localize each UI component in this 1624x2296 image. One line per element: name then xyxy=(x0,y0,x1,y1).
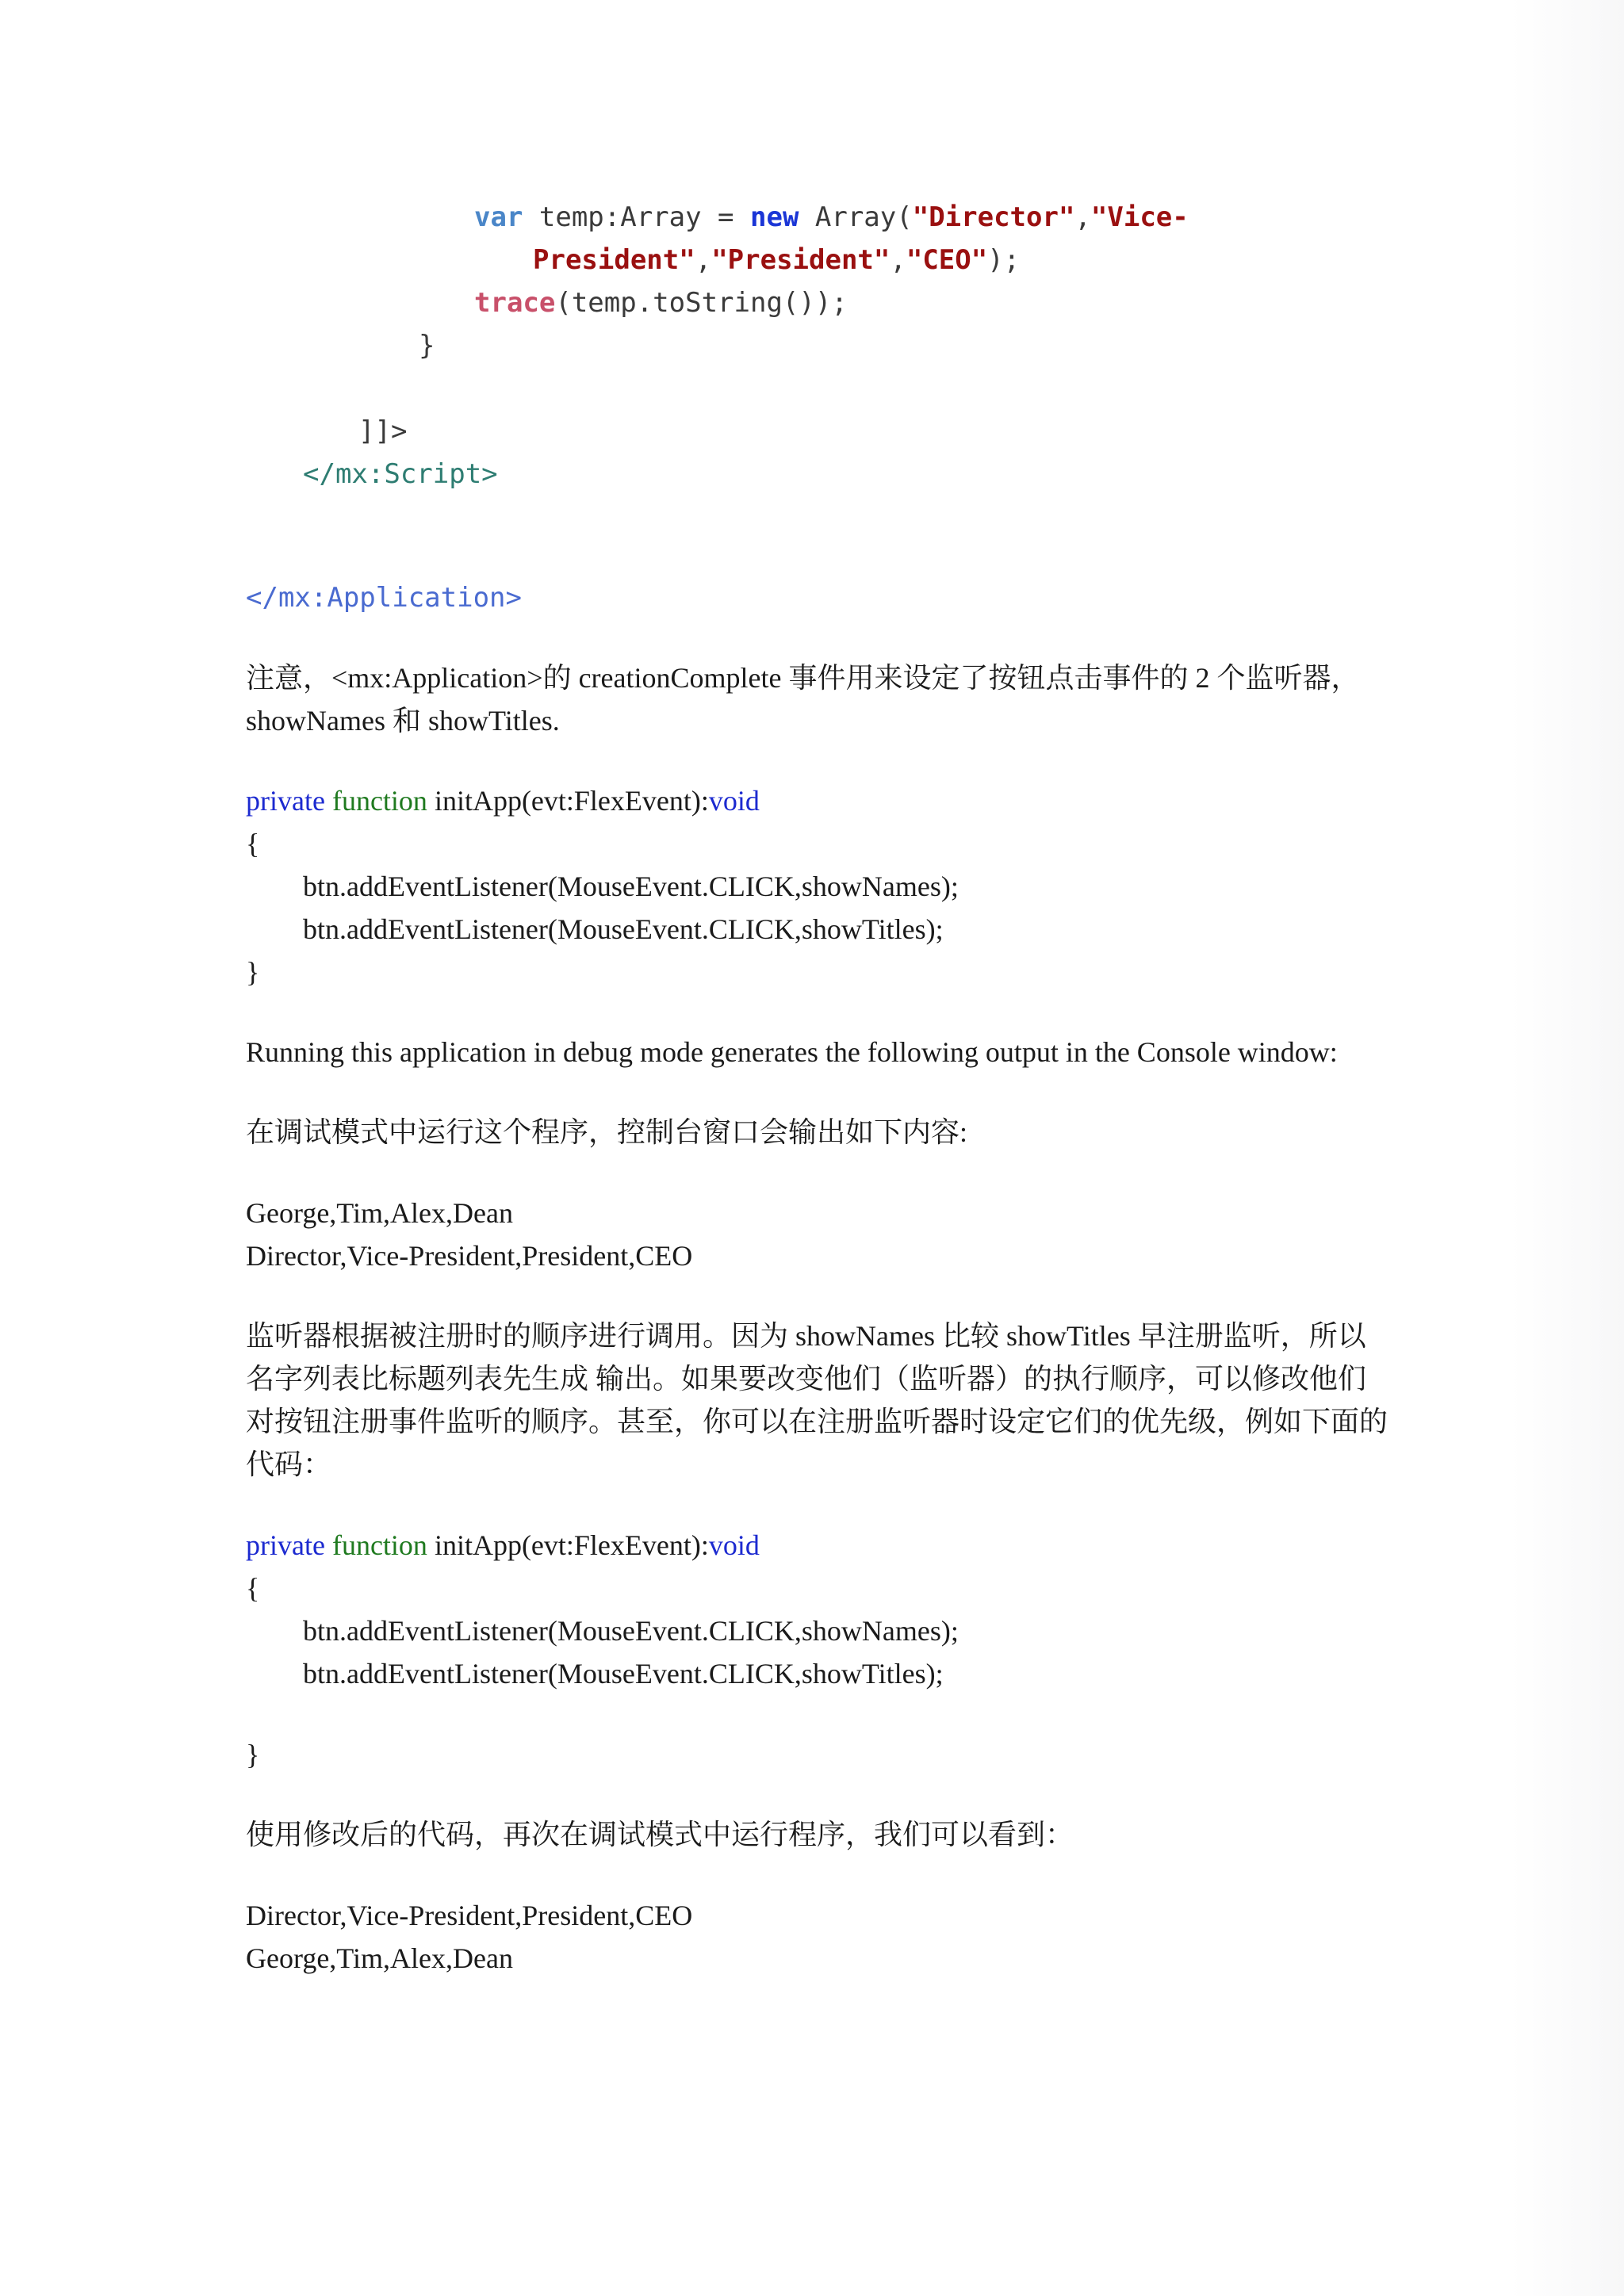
string-literal: "President" xyxy=(711,244,891,276)
paragraph-order-line2: 名字列表比标题列表先生成 输出。如果要改变他们（监听器）的执行顺序，可以修改他们 xyxy=(246,1363,1367,1395)
code-text: ); xyxy=(987,244,1021,276)
keyword-var: var xyxy=(474,201,523,233)
code-text: initApp(evt:FlexEvent): xyxy=(427,785,709,817)
keyword-void: void xyxy=(708,1529,760,1561)
paragraph-running-english: Running this application in debug mode generates the following output in the Console window: xyxy=(246,1036,1338,1068)
code-block-2-signature xyxy=(246,1524,760,1567)
keyword-trace: trace xyxy=(474,287,556,319)
code-line-trace xyxy=(474,281,848,324)
paragraph-running-chinese: 在调试模式中运行这个程序，控制台窗口会输出如下内容: xyxy=(246,1116,968,1148)
code-application-close-tag: </mx:Application> xyxy=(246,582,522,614)
code-script-close-tag: </mx:Script> xyxy=(303,458,498,490)
output-1-line1: George,Tim,Alex,Dean xyxy=(246,1197,513,1229)
code-line-array-cont xyxy=(533,239,1020,281)
string-literal: "Director" xyxy=(912,201,1075,233)
code-brace-close: } xyxy=(419,330,435,362)
code-block-1-stmt2: btn.addEventListener(MouseEvent.CLICK,showTitles); xyxy=(303,913,944,945)
paragraph-modified: 使用修改后的代码，再次在调试模式中运行程序，我们可以看到： xyxy=(246,1819,1074,1850)
output-2-line1: Director,Vice-President,President,CEO xyxy=(246,1900,693,1931)
keyword-new: new xyxy=(750,201,799,233)
keyword-function: function xyxy=(331,1529,427,1561)
string-literal: "Vice- xyxy=(1090,201,1189,233)
paragraph-note-line2: showNames 和 showTitles. xyxy=(246,705,560,737)
paragraph-order-line4: 代码： xyxy=(246,1448,332,1480)
code-text: temp:Array = xyxy=(523,201,750,233)
paragraph-note-line1: 注意，<mx:Application>的 creationComplete 事件用来设定了按钮点击事件的 2 个监听器， xyxy=(246,662,1360,694)
code-text: Array( xyxy=(799,201,913,233)
output-1-line2: Director,Vice-President,President,CEO xyxy=(246,1240,693,1272)
page-edge-shade xyxy=(1511,0,1624,2296)
code-line-array-decl xyxy=(474,196,1189,239)
code-block-2-stmt2: btn.addEventListener(MouseEvent.CLICK,showTitles); xyxy=(303,1658,944,1689)
code-text: , xyxy=(695,244,712,276)
string-literal: "CEO" xyxy=(906,244,988,276)
keyword-private: private xyxy=(246,1529,325,1561)
code-block-2-close-brace: } xyxy=(246,1739,260,1770)
code-text: (temp.toString()); xyxy=(555,287,848,319)
paragraph-order-line1: 监听器根据被注册时的顺序进行调用。因为 showNames 比较 showTitles 早注册监听，所以 xyxy=(246,1320,1366,1352)
code-text: , xyxy=(890,244,906,276)
code-text: initApp(evt:FlexEvent): xyxy=(427,1529,709,1561)
string-literal: President" xyxy=(533,244,695,276)
paragraph-order-line3: 对按钮注册事件监听的顺序。甚至，你可以在注册监听器时设定它们的优先级，例如下面的 xyxy=(246,1406,1388,1437)
keyword-void: void xyxy=(708,785,760,817)
code-cdata-end: ]]> xyxy=(358,415,408,447)
keyword-function: function xyxy=(331,785,427,817)
code-block-1-stmt1: btn.addEventListener(MouseEvent.CLICK,showNames); xyxy=(303,871,959,902)
code-block-1-open-brace: { xyxy=(246,828,260,859)
code-block-2-stmt1: btn.addEventListener(MouseEvent.CLICK,showNames); xyxy=(303,1615,959,1647)
code-block-1-close-brace: } xyxy=(246,956,260,988)
code-text: , xyxy=(1074,201,1091,233)
code-block-2-open-brace: { xyxy=(246,1572,260,1604)
code-block-1-signature xyxy=(246,779,760,822)
keyword-private: private xyxy=(246,785,325,817)
output-2-line2: George,Tim,Alex,Dean xyxy=(246,1942,513,1974)
